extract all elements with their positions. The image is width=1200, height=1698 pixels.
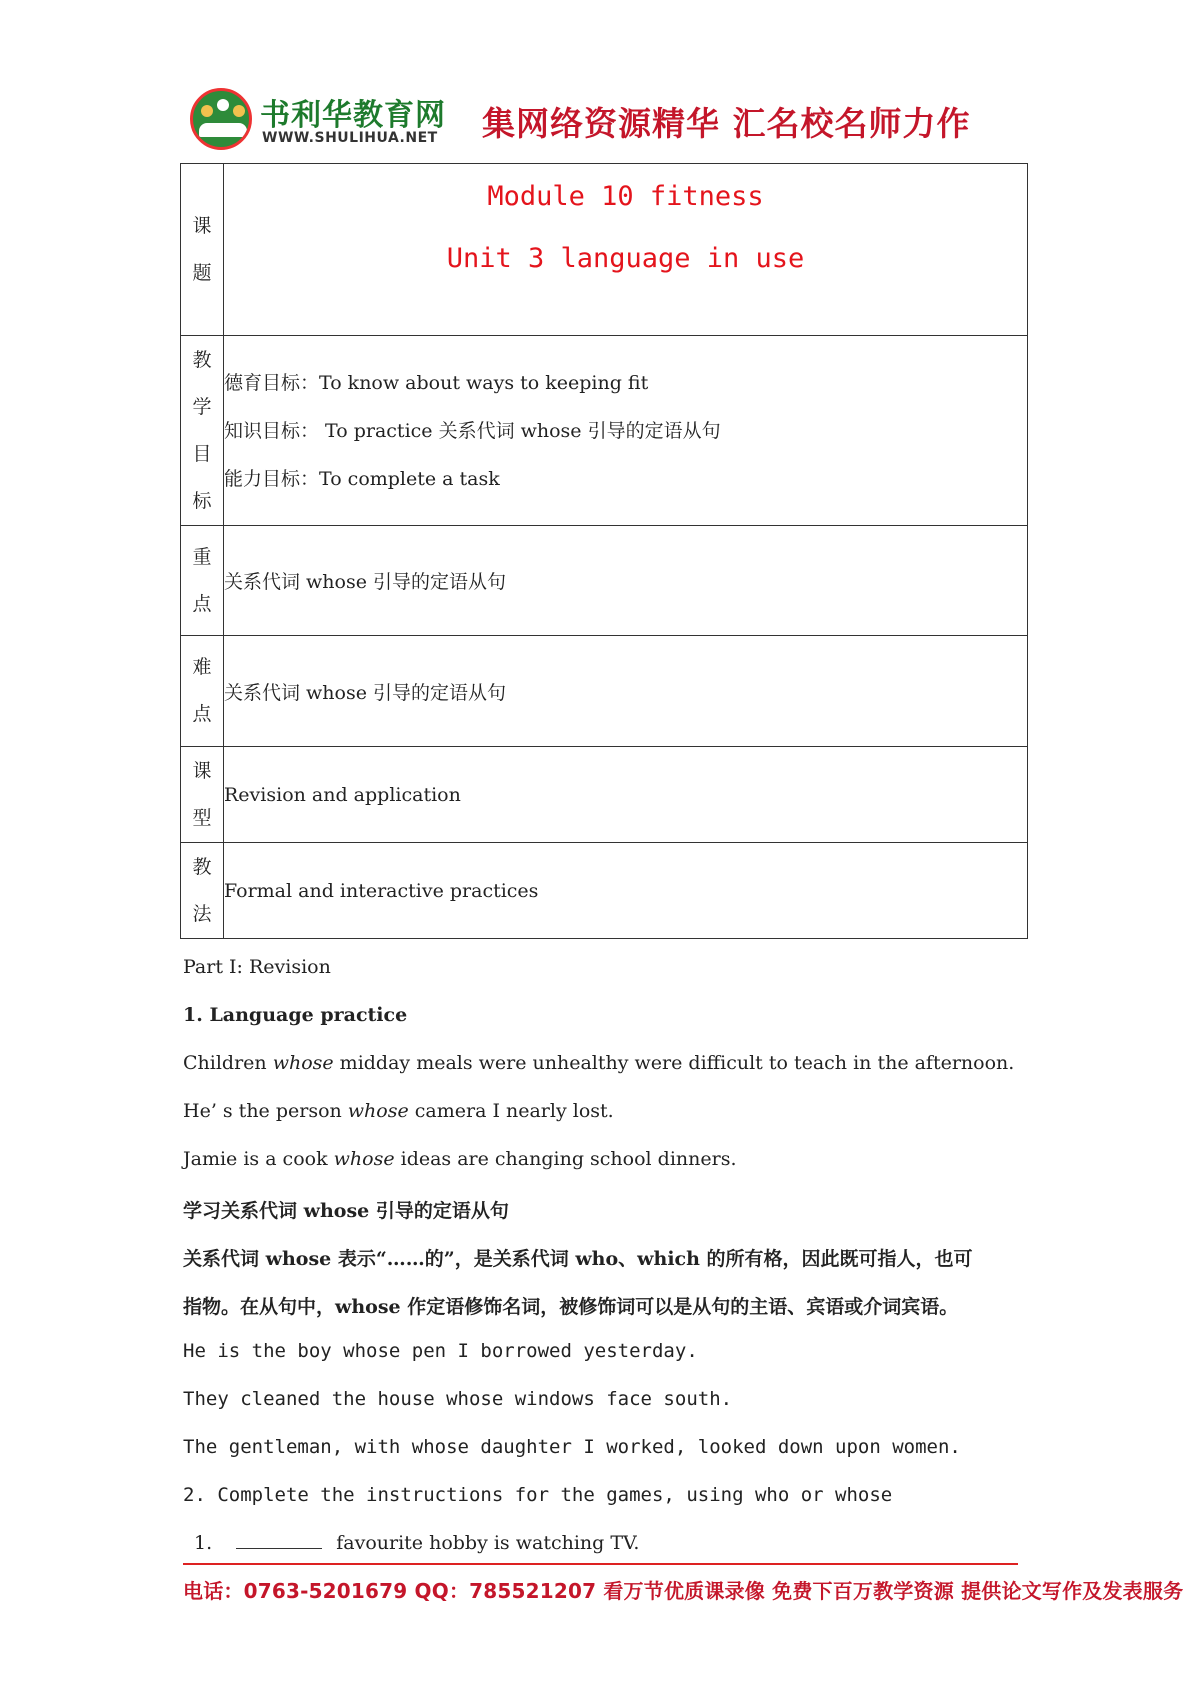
example-2: He’ s the person whose camera I nearly lost. (183, 1100, 614, 1122)
method-label: 教 法 (181, 843, 224, 939)
explanation-line-1: 关系代词 whose 表示“……的”，是关系代词 who、which 的所有格，因此既可指人，也可 (183, 1248, 973, 1270)
example-1: Children whose midday meals were unhealthy were difficult to teach in the afternoon. (183, 1052, 1015, 1074)
objectives-label: 教 学 目 标 (181, 336, 224, 526)
sample-sentence-2: They cleaned the house whose windows face south. (183, 1388, 733, 1410)
lesson-plan-table (180, 163, 1028, 939)
module-title: Module 10 fitness (487, 181, 764, 212)
knowledge-objective: 知识目标： To practice 关系代词 whose 引导的定语从句 (224, 419, 721, 442)
difficulty-cell: 关系代词 whose 引导的定语从句 (224, 636, 1028, 747)
header-banner (182, 88, 1027, 154)
section1-heading: 1. Language practice (183, 1004, 408, 1026)
title-label: 课 题 (181, 164, 224, 336)
lesson-type-row (181, 747, 1028, 843)
lesson-type-label: 课 型 (181, 747, 224, 843)
sample-sentence-3: The gentleman, with whose daughter I worked, looked down upon women. (183, 1436, 961, 1458)
unit-title: Unit 3 language in use (446, 243, 805, 274)
answer-blank[interactable] (236, 1532, 322, 1549)
question-1: 1. favourite hobby is watching TV. (194, 1532, 640, 1554)
moral-objective: 德育目标：To know about ways to keeping fit (224, 371, 649, 394)
example-3: Jamie is a cook whose ideas are changing school dinners. (183, 1148, 737, 1170)
brand-name: 书利华教育网 (260, 98, 446, 133)
difficulty-label: 难 点 (181, 636, 224, 747)
lesson-type-cell: Revision and application (224, 747, 1028, 843)
title-cell (224, 164, 1028, 336)
objectives-row (181, 336, 1028, 526)
slogan: 集网络资源精华 汇名校名师力作 (482, 104, 971, 143)
learn-heading: 学习关系代词 whose 引导的定语从句 (183, 1200, 509, 1222)
section2-heading: 2. Complete the instructions for the games, using who or whose (183, 1484, 893, 1506)
ability-objective: 能力目标：To complete a task (224, 467, 500, 490)
brand-url: WWW.SHULIHUA.NET (262, 130, 438, 146)
part1-heading: Part I: Revision (183, 956, 331, 978)
footer-divider (183, 1563, 1018, 1565)
explanation-line-2: 指物。在从句中，whose 作定语修饰名词，被修饰词可以是从句的主语、宾语或介词宾语。 (183, 1296, 959, 1318)
key-point-row (181, 526, 1028, 636)
footer-contact: 电话：0763-5201679 QQ：785521207 看万节优质课录像 免费下百万教学资源 提供论文写作及发表服务 (183, 1579, 1184, 1603)
title-row (181, 164, 1028, 336)
sample-sentence-1: He is the boy whose pen I borrowed yesterday. (183, 1340, 698, 1362)
method-cell: Formal and interactive practices (224, 843, 1028, 939)
key-point-label: 重 点 (181, 526, 224, 636)
method-row (181, 843, 1028, 939)
difficulty-row (181, 636, 1028, 747)
logo-icon (190, 88, 252, 150)
key-point-cell: 关系代词 whose 引导的定语从句 (224, 526, 1028, 636)
objectives-cell (224, 336, 1028, 526)
